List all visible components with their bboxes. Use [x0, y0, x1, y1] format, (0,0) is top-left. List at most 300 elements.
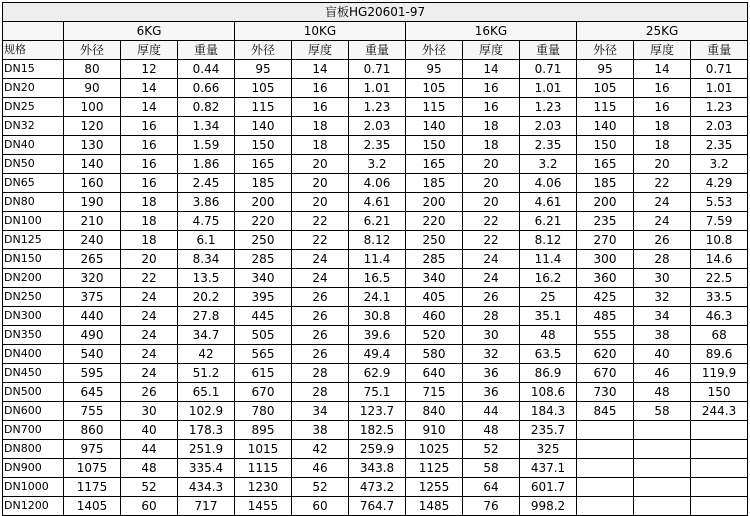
kg16-outer-diameter-cell: 460	[406, 307, 463, 326]
kg16-outer-diameter-cell: 165	[406, 155, 463, 174]
kg25-weight-cell: 119.9	[691, 364, 748, 383]
kg25-outer-diameter-cell: 670	[577, 364, 634, 383]
kg6-outer-diameter-cell: 490	[64, 326, 121, 345]
kg6-weight-cell: 20.2	[178, 288, 235, 307]
kg25-outer-diameter-cell: 620	[577, 345, 634, 364]
kg16-thickness-cell: 20	[463, 193, 520, 212]
kg10-weight-cell: 343.8	[349, 459, 406, 478]
kg16-thickness-cell: 28	[463, 307, 520, 326]
kg10-outer-diameter-cell: 95	[235, 60, 292, 79]
col-header-outer-diameter: 外径	[64, 41, 121, 60]
spec-cell: DN32	[3, 117, 64, 136]
kg25-weight-cell: 22.5	[691, 269, 748, 288]
kg25-thickness-cell: 38	[634, 326, 691, 345]
spec-cell: DN25	[3, 98, 64, 117]
kg25-weight-cell: 150	[691, 383, 748, 402]
kg25-weight-cell: 89.6	[691, 345, 748, 364]
spec-cell: DN150	[3, 250, 64, 269]
table-row	[3, 212, 748, 231]
spec-cell: DN200	[3, 269, 64, 288]
table-row	[3, 174, 748, 193]
kg25-thickness-cell: 16	[634, 98, 691, 117]
group-header-25kg: 25KG	[577, 22, 748, 41]
kg25-weight-cell: 1.23	[691, 98, 748, 117]
kg25-weight-cell: 14.6	[691, 250, 748, 269]
kg25-weight-cell	[691, 421, 748, 440]
kg10-thickness-cell: 60	[292, 497, 349, 516]
kg16-weight-cell: 86.9	[520, 364, 577, 383]
spec-cell: DN300	[3, 307, 64, 326]
spec-cell: DN900	[3, 459, 64, 478]
kg6-thickness-cell: 44	[121, 440, 178, 459]
kg16-weight-cell: 63.5	[520, 345, 577, 364]
kg16-weight-cell: 601.7	[520, 478, 577, 497]
kg16-weight-cell: 998.2	[520, 497, 577, 516]
kg16-outer-diameter-cell: 1025	[406, 440, 463, 459]
kg16-outer-diameter-cell: 150	[406, 136, 463, 155]
kg25-weight-cell: 7.59	[691, 212, 748, 231]
kg10-thickness-cell: 38	[292, 421, 349, 440]
kg10-weight-cell: 6.21	[349, 212, 406, 231]
table-row	[3, 459, 748, 478]
spec-cell: DN350	[3, 326, 64, 345]
kg10-weight-cell: 3.2	[349, 155, 406, 174]
kg25-outer-diameter-cell: 425	[577, 288, 634, 307]
kg25-weight-cell	[691, 497, 748, 516]
kg16-weight-cell: 4.06	[520, 174, 577, 193]
kg10-thickness-cell: 16	[292, 79, 349, 98]
kg10-thickness-cell: 42	[292, 440, 349, 459]
kg6-thickness-cell: 12	[121, 60, 178, 79]
kg10-outer-diameter-cell: 185	[235, 174, 292, 193]
kg10-thickness-cell: 22	[292, 231, 349, 250]
kg25-thickness-cell: 28	[634, 250, 691, 269]
kg6-weight-cell: 102.9	[178, 402, 235, 421]
col-header-thickness: 厚度	[634, 41, 691, 60]
kg6-thickness-cell: 18	[121, 212, 178, 231]
kg16-thickness-cell: 32	[463, 345, 520, 364]
kg6-thickness-cell: 24	[121, 288, 178, 307]
kg25-thickness-cell: 20	[634, 155, 691, 174]
kg6-outer-diameter-cell: 140	[64, 155, 121, 174]
kg25-weight-cell	[691, 440, 748, 459]
kg6-thickness-cell: 16	[121, 117, 178, 136]
kg10-thickness-cell: 24	[292, 250, 349, 269]
kg16-weight-cell: 25	[520, 288, 577, 307]
kg16-weight-cell: 108.6	[520, 383, 577, 402]
kg25-thickness-cell: 58	[634, 402, 691, 421]
kg6-weight-cell: 1.34	[178, 117, 235, 136]
kg16-outer-diameter-cell: 1485	[406, 497, 463, 516]
col-header-weight: 重量	[520, 41, 577, 60]
kg16-thickness-cell: 14	[463, 60, 520, 79]
table-row	[3, 250, 748, 269]
kg25-thickness-cell: 22	[634, 174, 691, 193]
kg10-outer-diameter-cell: 105	[235, 79, 292, 98]
table-title: 盲板HG20601-97	[3, 3, 748, 22]
kg6-weight-cell: 434.3	[178, 478, 235, 497]
kg6-thickness-cell: 16	[121, 174, 178, 193]
kg6-thickness-cell: 16	[121, 136, 178, 155]
kg25-thickness-cell: 34	[634, 307, 691, 326]
kg6-outer-diameter-cell: 130	[64, 136, 121, 155]
kg25-outer-diameter-cell	[577, 497, 634, 516]
kg10-weight-cell: 0.71	[349, 60, 406, 79]
kg10-outer-diameter-cell: 505	[235, 326, 292, 345]
kg25-outer-diameter-cell: 270	[577, 231, 634, 250]
table-row	[3, 231, 748, 250]
kg16-outer-diameter-cell: 220	[406, 212, 463, 231]
col-header-weight: 重量	[178, 41, 235, 60]
kg16-weight-cell: 8.12	[520, 231, 577, 250]
kg16-weight-cell: 1.01	[520, 79, 577, 98]
table-row	[3, 326, 748, 345]
kg6-weight-cell: 6.1	[178, 231, 235, 250]
kg16-thickness-cell: 16	[463, 79, 520, 98]
kg10-outer-diameter-cell: 1115	[235, 459, 292, 478]
col-header-weight: 重量	[691, 41, 748, 60]
kg25-weight-cell: 1.01	[691, 79, 748, 98]
kg16-weight-cell: 16.2	[520, 269, 577, 288]
kg10-outer-diameter-cell: 165	[235, 155, 292, 174]
kg10-outer-diameter-cell: 1230	[235, 478, 292, 497]
kg6-weight-cell: 1.86	[178, 155, 235, 174]
kg25-thickness-cell: 24	[634, 212, 691, 231]
kg6-outer-diameter-cell: 265	[64, 250, 121, 269]
kg16-outer-diameter-cell: 105	[406, 79, 463, 98]
kg10-outer-diameter-cell: 340	[235, 269, 292, 288]
kg25-outer-diameter-cell: 150	[577, 136, 634, 155]
kg25-thickness-cell: 40	[634, 345, 691, 364]
kg6-weight-cell: 178.3	[178, 421, 235, 440]
kg6-outer-diameter-cell: 375	[64, 288, 121, 307]
group-header-10kg: 10KG	[235, 22, 406, 41]
kg6-thickness-cell: 24	[121, 364, 178, 383]
table-row	[3, 440, 748, 459]
kg6-weight-cell: 0.82	[178, 98, 235, 117]
kg16-outer-diameter-cell: 580	[406, 345, 463, 364]
kg25-outer-diameter-cell: 300	[577, 250, 634, 269]
kg10-weight-cell: 2.35	[349, 136, 406, 155]
kg10-outer-diameter-cell: 285	[235, 250, 292, 269]
kg6-weight-cell: 8.34	[178, 250, 235, 269]
spec-cell: DN65	[3, 174, 64, 193]
kg16-outer-diameter-cell: 910	[406, 421, 463, 440]
kg25-thickness-cell	[634, 459, 691, 478]
table-row	[3, 288, 748, 307]
kg16-thickness-cell: 76	[463, 497, 520, 516]
kg6-weight-cell: 1.59	[178, 136, 235, 155]
kg6-outer-diameter-cell: 1405	[64, 497, 121, 516]
spec-cell: DN80	[3, 193, 64, 212]
kg10-thickness-cell: 22	[292, 212, 349, 231]
kg10-thickness-cell: 20	[292, 193, 349, 212]
kg6-outer-diameter-cell: 240	[64, 231, 121, 250]
kg16-thickness-cell: 22	[463, 231, 520, 250]
kg25-outer-diameter-cell: 235	[577, 212, 634, 231]
kg16-weight-cell: 235.7	[520, 421, 577, 440]
kg25-outer-diameter-cell: 555	[577, 326, 634, 345]
kg10-weight-cell: 1.23	[349, 98, 406, 117]
kg6-thickness-cell: 60	[121, 497, 178, 516]
kg10-weight-cell: 764.7	[349, 497, 406, 516]
kg25-outer-diameter-cell: 105	[577, 79, 634, 98]
kg16-weight-cell: 2.03	[520, 117, 577, 136]
kg25-thickness-cell: 14	[634, 60, 691, 79]
kg16-thickness-cell: 20	[463, 155, 520, 174]
kg10-weight-cell: 39.6	[349, 326, 406, 345]
kg16-outer-diameter-cell: 405	[406, 288, 463, 307]
kg25-outer-diameter-cell: 730	[577, 383, 634, 402]
kg6-thickness-cell: 14	[121, 79, 178, 98]
kg10-outer-diameter-cell: 565	[235, 345, 292, 364]
kg10-thickness-cell: 26	[292, 326, 349, 345]
kg25-weight-cell: 5.53	[691, 193, 748, 212]
kg10-weight-cell: 1.01	[349, 79, 406, 98]
kg6-weight-cell: 51.2	[178, 364, 235, 383]
kg10-thickness-cell: 16	[292, 98, 349, 117]
kg6-outer-diameter-cell: 975	[64, 440, 121, 459]
kg6-outer-diameter-cell: 755	[64, 402, 121, 421]
kg25-thickness-cell: 26	[634, 231, 691, 250]
kg6-weight-cell: 3.86	[178, 193, 235, 212]
table-row	[3, 383, 748, 402]
kg10-outer-diameter-cell: 395	[235, 288, 292, 307]
kg25-outer-diameter-cell: 360	[577, 269, 634, 288]
group-header-16kg: 16KG	[406, 22, 577, 41]
kg16-thickness-cell: 18	[463, 117, 520, 136]
kg25-weight-cell: 33.5	[691, 288, 748, 307]
kg25-thickness-cell	[634, 421, 691, 440]
kg10-outer-diameter-cell: 140	[235, 117, 292, 136]
kg16-thickness-cell: 36	[463, 383, 520, 402]
kg16-weight-cell: 0.71	[520, 60, 577, 79]
kg10-weight-cell: 123.7	[349, 402, 406, 421]
kg10-thickness-cell: 18	[292, 117, 349, 136]
kg16-outer-diameter-cell: 285	[406, 250, 463, 269]
kg25-thickness-cell: 32	[634, 288, 691, 307]
kg25-outer-diameter-cell	[577, 459, 634, 478]
kg16-thickness-cell: 18	[463, 136, 520, 155]
kg25-outer-diameter-cell: 115	[577, 98, 634, 117]
kg25-weight-cell: 10.8	[691, 231, 748, 250]
kg16-thickness-cell: 64	[463, 478, 520, 497]
col-header-outer-diameter: 外径	[577, 41, 634, 60]
kg6-outer-diameter-cell: 1175	[64, 478, 121, 497]
kg16-weight-cell: 35.1	[520, 307, 577, 326]
kg6-weight-cell: 65.1	[178, 383, 235, 402]
kg10-thickness-cell: 20	[292, 155, 349, 174]
table-row	[3, 478, 748, 497]
kg6-outer-diameter-cell: 645	[64, 383, 121, 402]
table-row	[3, 364, 748, 383]
kg6-outer-diameter-cell: 190	[64, 193, 121, 212]
kg16-thickness-cell: 16	[463, 98, 520, 117]
group-header-6kg: 6KG	[64, 22, 235, 41]
kg10-thickness-cell: 28	[292, 383, 349, 402]
kg16-outer-diameter-cell: 640	[406, 364, 463, 383]
kg16-outer-diameter-cell: 95	[406, 60, 463, 79]
kg6-thickness-cell: 40	[121, 421, 178, 440]
kg16-outer-diameter-cell: 200	[406, 193, 463, 212]
kg10-weight-cell: 62.9	[349, 364, 406, 383]
kg10-thickness-cell: 52	[292, 478, 349, 497]
pressure-class-row	[3, 22, 748, 41]
kg25-thickness-cell: 24	[634, 193, 691, 212]
kg16-outer-diameter-cell: 340	[406, 269, 463, 288]
table-row	[3, 117, 748, 136]
kg6-weight-cell: 2.45	[178, 174, 235, 193]
kg6-outer-diameter-cell: 540	[64, 345, 121, 364]
kg10-weight-cell: 473.2	[349, 478, 406, 497]
spec-cell: DN500	[3, 383, 64, 402]
kg16-outer-diameter-cell: 115	[406, 98, 463, 117]
kg10-outer-diameter-cell: 200	[235, 193, 292, 212]
table-row	[3, 307, 748, 326]
kg25-thickness-cell: 18	[634, 117, 691, 136]
kg6-thickness-cell: 22	[121, 269, 178, 288]
kg6-outer-diameter-cell: 120	[64, 117, 121, 136]
kg25-weight-cell: 2.35	[691, 136, 748, 155]
table-row	[3, 345, 748, 364]
kg6-outer-diameter-cell: 100	[64, 98, 121, 117]
kg10-weight-cell: 4.06	[349, 174, 406, 193]
kg25-weight-cell	[691, 459, 748, 478]
kg6-weight-cell: 717	[178, 497, 235, 516]
kg16-thickness-cell: 20	[463, 174, 520, 193]
kg6-thickness-cell: 30	[121, 402, 178, 421]
kg10-outer-diameter-cell: 895	[235, 421, 292, 440]
kg6-outer-diameter-cell: 80	[64, 60, 121, 79]
kg6-outer-diameter-cell: 595	[64, 364, 121, 383]
kg6-weight-cell: 0.66	[178, 79, 235, 98]
kg10-weight-cell: 8.12	[349, 231, 406, 250]
kg10-weight-cell: 182.5	[349, 421, 406, 440]
column-header-row	[3, 41, 748, 60]
kg10-outer-diameter-cell: 1015	[235, 440, 292, 459]
kg25-outer-diameter-cell	[577, 440, 634, 459]
kg10-thickness-cell: 20	[292, 174, 349, 193]
kg10-outer-diameter-cell: 615	[235, 364, 292, 383]
kg10-outer-diameter-cell: 1455	[235, 497, 292, 516]
kg10-weight-cell: 259.9	[349, 440, 406, 459]
table-row	[3, 155, 748, 174]
kg16-outer-diameter-cell: 140	[406, 117, 463, 136]
kg25-thickness-cell: 48	[634, 383, 691, 402]
kg16-outer-diameter-cell: 520	[406, 326, 463, 345]
kg16-thickness-cell: 22	[463, 212, 520, 231]
kg25-weight-cell: 4.29	[691, 174, 748, 193]
kg10-thickness-cell: 14	[292, 60, 349, 79]
kg10-thickness-cell: 34	[292, 402, 349, 421]
kg16-weight-cell: 3.2	[520, 155, 577, 174]
kg6-thickness-cell: 18	[121, 193, 178, 212]
kg6-thickness-cell: 24	[121, 326, 178, 345]
kg6-thickness-cell: 26	[121, 383, 178, 402]
spec-header-blank	[3, 22, 64, 41]
kg10-weight-cell: 24.1	[349, 288, 406, 307]
kg10-outer-diameter-cell: 150	[235, 136, 292, 155]
table-row	[3, 79, 748, 98]
kg10-outer-diameter-cell: 780	[235, 402, 292, 421]
table-row	[3, 193, 748, 212]
kg25-thickness-cell	[634, 478, 691, 497]
kg6-weight-cell: 4.75	[178, 212, 235, 231]
table-row	[3, 402, 748, 421]
kg25-weight-cell: 2.03	[691, 117, 748, 136]
kg16-thickness-cell: 24	[463, 250, 520, 269]
spec-cell: DN50	[3, 155, 64, 174]
kg6-weight-cell: 335.4	[178, 459, 235, 478]
kg16-outer-diameter-cell: 840	[406, 402, 463, 421]
kg10-weight-cell: 2.03	[349, 117, 406, 136]
kg16-outer-diameter-cell: 250	[406, 231, 463, 250]
kg10-thickness-cell: 24	[292, 269, 349, 288]
kg6-weight-cell: 13.5	[178, 269, 235, 288]
blind-flange-table	[2, 2, 748, 516]
spec-column-header: 规格	[3, 41, 64, 60]
spec-cell: DN800	[3, 440, 64, 459]
kg25-weight-cell: 0.71	[691, 60, 748, 79]
kg25-outer-diameter-cell: 165	[577, 155, 634, 174]
spec-cell: DN400	[3, 345, 64, 364]
kg10-thickness-cell: 26	[292, 307, 349, 326]
kg6-outer-diameter-cell: 860	[64, 421, 121, 440]
kg25-weight-cell: 68	[691, 326, 748, 345]
kg25-outer-diameter-cell	[577, 478, 634, 497]
spec-cell: DN125	[3, 231, 64, 250]
kg16-weight-cell: 1.23	[520, 98, 577, 117]
kg6-weight-cell: 34.7	[178, 326, 235, 345]
kg16-weight-cell: 48	[520, 326, 577, 345]
spec-cell: DN15	[3, 60, 64, 79]
kg16-outer-diameter-cell: 715	[406, 383, 463, 402]
kg10-outer-diameter-cell: 670	[235, 383, 292, 402]
kg16-thickness-cell: 48	[463, 421, 520, 440]
spec-cell: DN40	[3, 136, 64, 155]
kg6-thickness-cell: 20	[121, 250, 178, 269]
table-row	[3, 421, 748, 440]
kg16-thickness-cell: 24	[463, 269, 520, 288]
kg6-thickness-cell: 24	[121, 307, 178, 326]
kg16-weight-cell: 4.61	[520, 193, 577, 212]
kg6-outer-diameter-cell: 1075	[64, 459, 121, 478]
kg16-thickness-cell: 36	[463, 364, 520, 383]
kg25-outer-diameter-cell: 95	[577, 60, 634, 79]
kg25-thickness-cell: 18	[634, 136, 691, 155]
kg25-thickness-cell	[634, 497, 691, 516]
kg10-thickness-cell: 46	[292, 459, 349, 478]
kg10-thickness-cell: 28	[292, 364, 349, 383]
col-header-thickness: 厚度	[121, 41, 178, 60]
kg16-weight-cell: 6.21	[520, 212, 577, 231]
kg25-outer-diameter-cell: 140	[577, 117, 634, 136]
col-header-thickness: 厚度	[292, 41, 349, 60]
kg10-weight-cell: 49.4	[349, 345, 406, 364]
kg6-thickness-cell: 14	[121, 98, 178, 117]
table-row	[3, 98, 748, 117]
col-header-outer-diameter: 外径	[406, 41, 463, 60]
kg6-outer-diameter-cell: 320	[64, 269, 121, 288]
kg16-weight-cell: 325	[520, 440, 577, 459]
spec-cell: DN450	[3, 364, 64, 383]
title-row	[3, 3, 748, 22]
col-header-outer-diameter: 外径	[235, 41, 292, 60]
table-row	[3, 497, 748, 516]
kg16-weight-cell: 11.4	[520, 250, 577, 269]
spec-cell: DN600	[3, 402, 64, 421]
kg16-thickness-cell: 58	[463, 459, 520, 478]
